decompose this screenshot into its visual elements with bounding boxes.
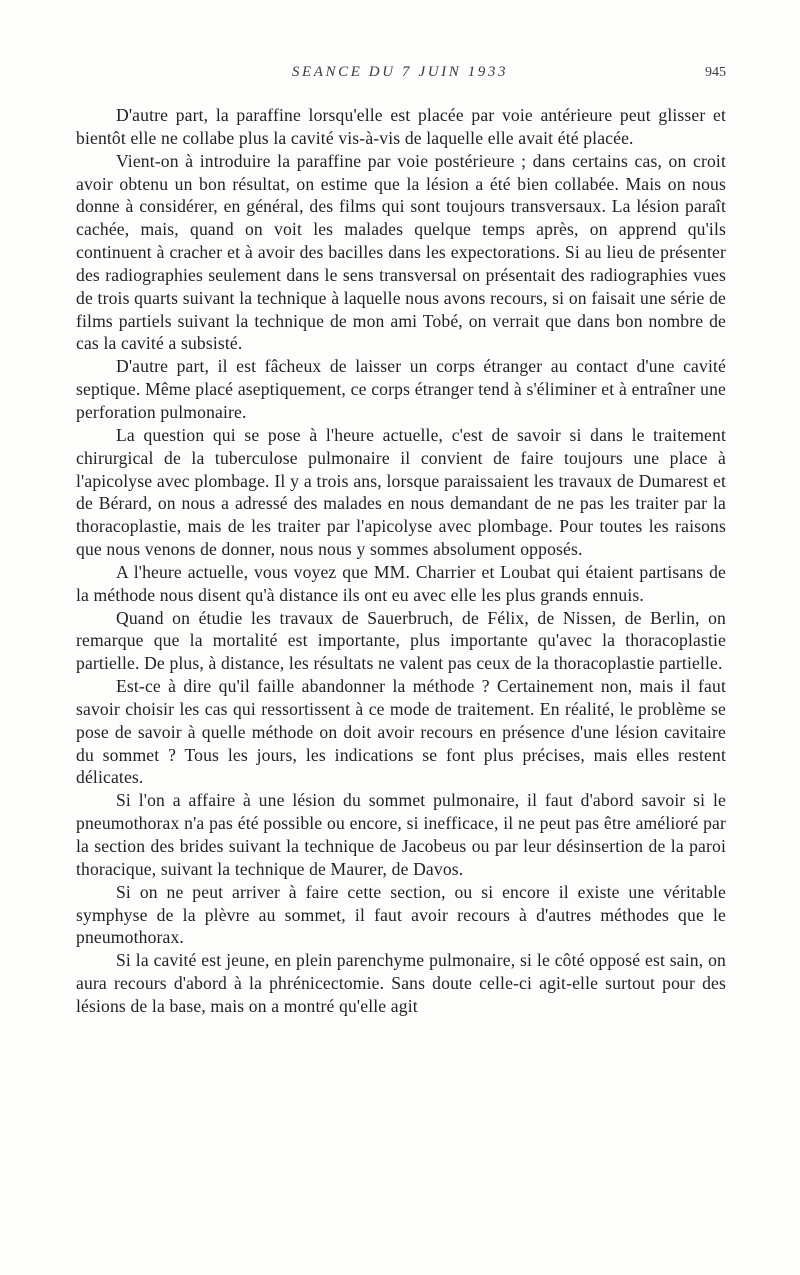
paragraph: Si on ne peut arriver à faire cette section, ou si encore il existe une véritable symphyse de la plèvre au sommet, il faut avoir recours à d'autres méthodes que le pneumothorax. (76, 881, 726, 948)
paragraph: Vient-on à introduire la paraffine par voie postérieure ; dans certains cas, on croit avoir obtenu un bon résultat, on estime que la lésion a été bien collabée. Mais on nous donne à considérer, en général, des films qui sont toujours transversaux. La lésion paraît cachée, mais, quand on voit les malades quelque temps après, on apprend qu'ils continuent à cracher et à avoir des bacilles dans les expectorations. Si au lieu de présenter des radiographies seulement dans le sens transversal on présentait des radiographies vues de trois quarts suivant la technique à laquelle nous avons recours, si on faisait une série de films partiels suivant la technique de mon ami Tobé, on verrait que dans bon nombre de cas la cavité a subsisté. (76, 150, 726, 354)
paragraph: Si la cavité est jeune, en plein parenchyme pulmonaire, si le côté opposé est sain, on aura recours d'abord à la phrénicectomie. Sans doute celle-ci agit-elle surtout pour des lésions de la base, mais on a montré qu'elle agit (76, 950, 726, 1016)
paragraph: D'autre part, il est fâcheux de laisser un corps étranger au contact d'une cavité septique. Même placé aseptiquement, ce corps étranger tend à s'éliminer et à entraîner une perforation pulmonaire. (76, 356, 726, 422)
paragraph: La question qui se pose à l'heure actuelle, c'est de savoir si dans le traitement chirurgical de la tuberculose pulmonaire il convient de faire toujours une place à l'apicolyse avec plombage. Il y a trois ans, lorsque paraissaient les travaux de Dumarest et de Bérard, on nous a adressé des malades en nous demandant de ne pas les traiter par la thoracoplastie, mais de les traiter par l'apicolyse avec plombage. Pour toutes les raisons que nous venons de donner, nous nous y sommes absolument opposés. (76, 424, 726, 560)
paragraph: Est-ce à dire qu'il faille abandonner la méthode ? Certainement non, mais il faut savoir choisir les cas qui ressortissent à ce mode de traitement. En réalité, le problème se pose de savoir à quelle méthode on doit avoir recours en présence d'une lésion cavitaire du sommet ? Tous les jours, les indications se font plus précises, mais elles restent délicates. (76, 676, 726, 788)
running-title: SEANCE DU 7 JUIN 1933 (291, 64, 509, 80)
body-text (76, 104, 726, 1018)
paragraph: D'autre part, la paraffine lorsqu'elle est placée par voie antérieure peut glisser et bientôt elle ne collabe plus la cavité vis-à-vis de laquelle elle avait été placée. (76, 105, 726, 148)
paragraph: Quand on étudie les travaux de Sauerbruch, de Félix, de Nissen, de Berlin, on remarque que la mortalité est importante, plus importante qu'avec la thoracoplastie partielle. De plus, à distance, les résultats ne valent pas ceux de la thoracoplastie partielle. (76, 607, 726, 674)
running-header (0, 64, 800, 86)
page-number: 945 (705, 65, 726, 80)
paragraph: A l'heure actuelle, vous voyez que MM. Charrier et Loubat qui étaient partisans de la méthode nous disent qu'à distance ils ont eu avec elle les plus grands ennuis. (76, 561, 726, 605)
paragraph: Si l'on a affaire à une lésion du sommet pulmonaire, il faut d'abord savoir si le pneumothorax n'a pas été possible ou encore, si inefficace, il ne peut pas être amélioré par la section des brides suivant la technique de Jacobeus ou par leur désinsertion de la paroi thoracique, suivant la technique de Maurer, de Davos. (76, 790, 726, 879)
